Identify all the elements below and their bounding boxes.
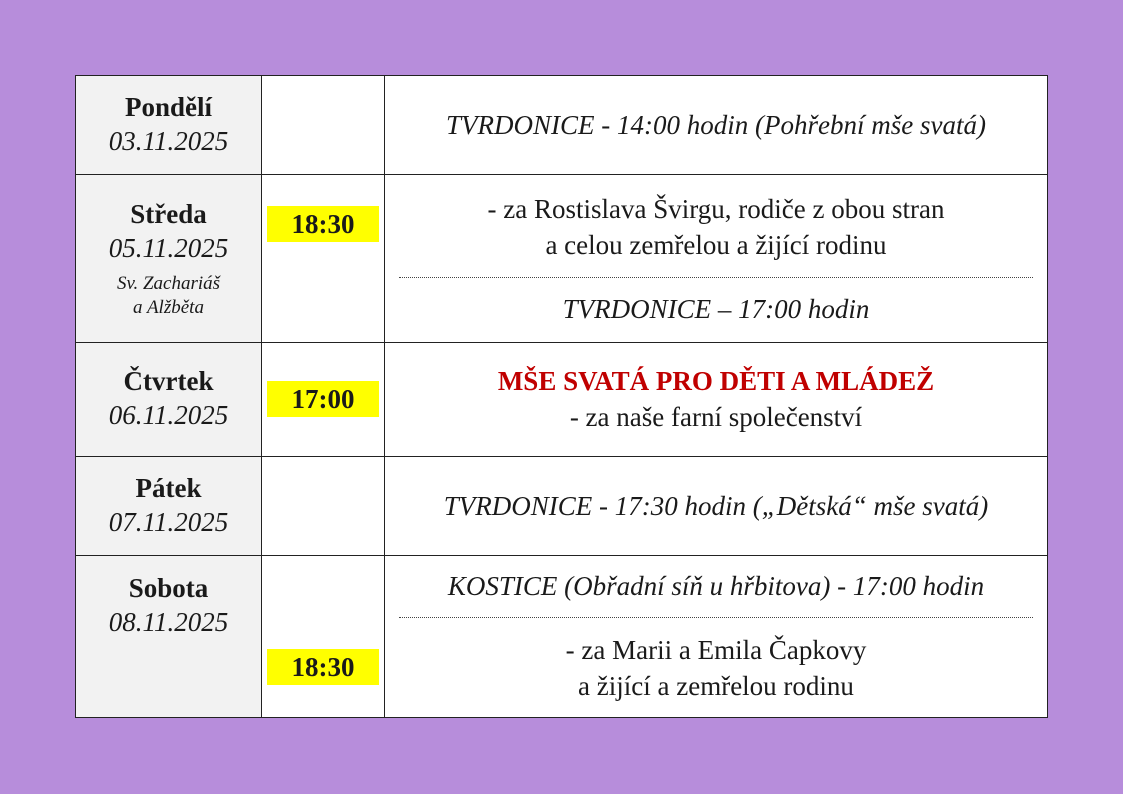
day-date: 08.11.2025 <box>108 606 229 637</box>
info-cell <box>385 175 1048 343</box>
dotted-separator <box>399 617 1033 618</box>
day-name: Pondělí <box>124 92 212 123</box>
mass-schedule-table <box>75 75 1048 718</box>
day-cell <box>76 175 262 343</box>
day-date: 06.11.2025 <box>108 400 229 431</box>
schedule-row-wednesday <box>76 175 1048 343</box>
intention-line: - za naše farní společenství <box>569 402 863 433</box>
info-cell <box>385 456 1048 555</box>
info-cell <box>385 76 1048 175</box>
day-cell <box>76 456 262 555</box>
intention-line: a žijící a zemřelou rodinu <box>578 670 854 701</box>
time-cell <box>262 555 385 717</box>
day-cell <box>76 76 262 175</box>
day-name: Středa <box>130 198 207 229</box>
time-cell <box>262 456 385 555</box>
time-badge: 17:00 <box>267 381 379 417</box>
time-cell <box>262 343 385 456</box>
day-date: 05.11.2025 <box>108 232 229 263</box>
dotted-separator <box>399 277 1033 278</box>
intention-line: - za Rostislava Švirgu, rodiče z obou stran <box>487 194 945 225</box>
schedule-row-saturday <box>76 555 1048 717</box>
day-cell <box>76 343 262 456</box>
saint-name <box>76 272 261 320</box>
day-date: 03.11.2025 <box>108 126 229 157</box>
day-name: Čtvrtek <box>123 366 214 397</box>
schedule-row-thursday <box>76 343 1048 456</box>
intention-line: - za Marii a Emila Čapkovy <box>565 634 867 665</box>
day-name: Pátek <box>135 472 202 503</box>
place-line: KOSTICE (Obřadní síň u hřbitova) - 17:00 hodin <box>447 570 985 601</box>
place-line: TVRDONICE – 17:00 hodin <box>562 294 870 325</box>
place-line: TVRDONICE - 14:00 hodin (Pohřební mše svatá) <box>446 110 986 141</box>
info-cell <box>385 555 1048 717</box>
time-cell <box>262 175 385 343</box>
intention-line: a celou zemřelou a žijící rodinu <box>545 230 887 261</box>
day-name: Sobota <box>128 572 209 603</box>
saint-line: Sv. Zachariáš <box>116 272 221 294</box>
day-date: 07.11.2025 <box>108 506 229 537</box>
schedule-row-friday <box>76 456 1048 555</box>
time-cell <box>262 76 385 175</box>
schedule-row-monday <box>76 76 1048 175</box>
time-badge: 18:30 <box>267 206 379 242</box>
saint-line: a Alžběta <box>133 296 204 318</box>
place-line: TVRDONICE - 17:30 hodin („Dětská“ mše svatá) <box>443 490 989 521</box>
time-badge: 18:30 <box>267 649 379 685</box>
event-headline: MŠE SVATÁ PRO DĚTI A MLÁDEŽ <box>497 366 935 397</box>
info-cell <box>385 343 1048 456</box>
day-cell <box>76 555 262 717</box>
